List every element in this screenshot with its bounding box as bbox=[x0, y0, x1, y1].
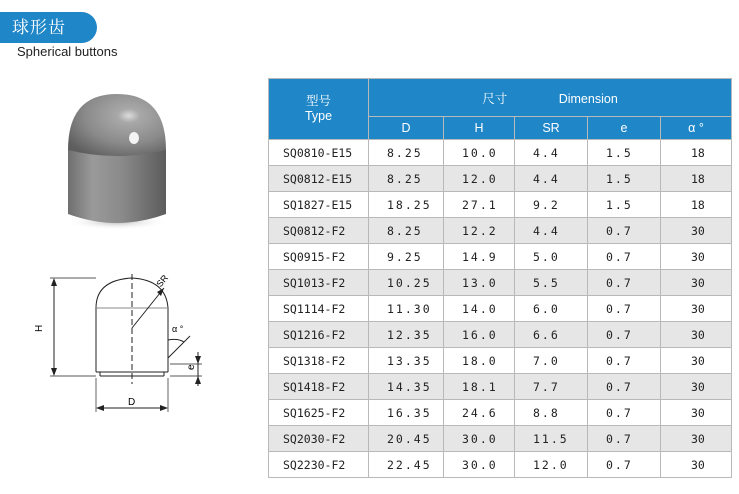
type-cell: SQ0915-F2 bbox=[269, 244, 369, 270]
dimension-header bbox=[369, 79, 732, 117]
type-cell: SQ1318-F2 bbox=[269, 348, 369, 374]
value-cell-d: 14.35 bbox=[369, 374, 444, 400]
alpha-label: α ° bbox=[172, 324, 184, 334]
value-cell-d: 8.25 bbox=[369, 140, 444, 166]
value-cell-a: 30 bbox=[661, 244, 732, 270]
value-cell-h: 27.1 bbox=[444, 192, 515, 218]
value-cell-a: 30 bbox=[661, 426, 732, 452]
table-row bbox=[269, 374, 732, 400]
button-drawing bbox=[30, 268, 220, 418]
value-cell-a: 18 bbox=[661, 140, 732, 166]
table-row bbox=[269, 452, 732, 478]
value-cell-h: 12.2 bbox=[444, 218, 515, 244]
height-label: H bbox=[34, 324, 45, 332]
table-row bbox=[269, 166, 732, 192]
value-cell-d: 12.35 bbox=[369, 322, 444, 348]
value-cell-d: 22.45 bbox=[369, 452, 444, 478]
value-cell-d: 16.35 bbox=[369, 400, 444, 426]
type-cell: SQ0812-E15 bbox=[269, 166, 369, 192]
table-row bbox=[269, 270, 732, 296]
value-cell-sr: 6.6 bbox=[515, 322, 588, 348]
value-cell-d: 18.25 bbox=[369, 192, 444, 218]
type-cell: SQ1114-F2 bbox=[269, 296, 369, 322]
value-cell-a: 30 bbox=[661, 452, 732, 478]
table-row bbox=[269, 244, 732, 270]
value-cell-h: 18.1 bbox=[444, 374, 515, 400]
value-cell-sr: 4.4 bbox=[515, 166, 588, 192]
value-cell-d: 9.25 bbox=[369, 244, 444, 270]
type-cell: SQ1013-F2 bbox=[269, 270, 369, 296]
value-cell-h: 24.6 bbox=[444, 400, 515, 426]
type-cell: SQ1418-F2 bbox=[269, 374, 369, 400]
col-h-header: H bbox=[444, 117, 515, 140]
value-cell-sr: 4.4 bbox=[515, 140, 588, 166]
value-cell-d: 20.45 bbox=[369, 426, 444, 452]
value-cell-e: 0.7 bbox=[588, 270, 661, 296]
type-header-en: Type bbox=[304, 109, 333, 123]
e-label: e bbox=[186, 364, 197, 370]
value-cell-h: 30.0 bbox=[444, 452, 515, 478]
value-cell-sr: 7.0 bbox=[515, 348, 588, 374]
type-cell: SQ0810-E15 bbox=[269, 140, 369, 166]
value-cell-d: 13.35 bbox=[369, 348, 444, 374]
value-cell-h: 14.0 bbox=[444, 296, 515, 322]
type-cell: SQ1625-F2 bbox=[269, 400, 369, 426]
value-cell-a: 30 bbox=[661, 270, 732, 296]
value-cell-sr: 9.2 bbox=[515, 192, 588, 218]
type-cell: SQ2030-F2 bbox=[269, 426, 369, 452]
table-row bbox=[269, 218, 732, 244]
value-cell-sr: 5.0 bbox=[515, 244, 588, 270]
dimension-header-en: Dimension bbox=[558, 91, 618, 106]
table-row bbox=[269, 348, 732, 374]
value-cell-a: 30 bbox=[661, 348, 732, 374]
sr-label: SR bbox=[154, 272, 171, 289]
value-cell-e: 0.7 bbox=[588, 426, 661, 452]
value-cell-d: 8.25 bbox=[369, 166, 444, 192]
value-cell-e: 0.7 bbox=[588, 218, 661, 244]
table-row bbox=[269, 140, 732, 166]
section-title: 球形齿 bbox=[12, 18, 66, 37]
col-alpha-header: α ° bbox=[661, 117, 732, 140]
col-d-header: D bbox=[369, 117, 444, 140]
value-cell-h: 30.0 bbox=[444, 426, 515, 452]
value-cell-a: 18 bbox=[661, 166, 732, 192]
col-sr-header: SR bbox=[515, 117, 588, 140]
value-cell-e: 1.5 bbox=[588, 192, 661, 218]
value-cell-a: 30 bbox=[661, 218, 732, 244]
value-cell-sr: 8.8 bbox=[515, 400, 588, 426]
value-cell-e: 1.5 bbox=[588, 166, 661, 192]
table-row bbox=[269, 426, 732, 452]
value-cell-sr: 12.0 bbox=[515, 452, 588, 478]
table-row bbox=[269, 296, 732, 322]
value-cell-sr: 6.0 bbox=[515, 296, 588, 322]
value-cell-h: 18.0 bbox=[444, 348, 515, 374]
table-row bbox=[269, 400, 732, 426]
type-header-cn: 型号 bbox=[305, 94, 331, 108]
value-cell-h: 13.0 bbox=[444, 270, 515, 296]
value-cell-a: 30 bbox=[661, 296, 732, 322]
value-cell-h: 12.0 bbox=[444, 166, 515, 192]
value-cell-a: 18 bbox=[661, 192, 732, 218]
value-cell-h: 10.0 bbox=[444, 140, 515, 166]
dimension-header-cn: 尺寸 bbox=[482, 91, 508, 106]
value-cell-e: 0.7 bbox=[588, 348, 661, 374]
section-title-tab bbox=[0, 12, 97, 43]
value-cell-h: 16.0 bbox=[444, 322, 515, 348]
table-row bbox=[269, 322, 732, 348]
value-cell-d: 10.25 bbox=[369, 270, 444, 296]
value-cell-d: 11.30 bbox=[369, 296, 444, 322]
value-cell-d: 8.25 bbox=[369, 218, 444, 244]
type-cell: SQ0812-F2 bbox=[269, 218, 369, 244]
value-cell-sr: 4.4 bbox=[515, 218, 588, 244]
type-header bbox=[269, 79, 369, 140]
value-cell-e: 0.7 bbox=[588, 452, 661, 478]
value-cell-e: 1.5 bbox=[588, 140, 661, 166]
value-cell-e: 0.7 bbox=[588, 322, 661, 348]
value-cell-h: 14.9 bbox=[444, 244, 515, 270]
value-cell-a: 30 bbox=[661, 374, 732, 400]
diameter-label: D bbox=[128, 397, 136, 408]
section-subtitle: Spherical buttons bbox=[17, 44, 118, 59]
type-cell: SQ2230-F2 bbox=[269, 452, 369, 478]
value-cell-a: 30 bbox=[661, 322, 732, 348]
button-photo bbox=[60, 92, 190, 232]
value-cell-e: 0.7 bbox=[588, 374, 661, 400]
spec-table bbox=[268, 78, 732, 478]
value-cell-e: 0.7 bbox=[588, 296, 661, 322]
type-cell: SQ1216-F2 bbox=[269, 322, 369, 348]
col-e-header: e bbox=[588, 117, 661, 140]
table-row bbox=[269, 192, 732, 218]
type-cell: SQ1827-E15 bbox=[269, 192, 369, 218]
value-cell-sr: 5.5 bbox=[515, 270, 588, 296]
value-cell-a: 30 bbox=[661, 400, 732, 426]
value-cell-e: 0.7 bbox=[588, 400, 661, 426]
value-cell-sr: 7.7 bbox=[515, 374, 588, 400]
value-cell-e: 0.7 bbox=[588, 244, 661, 270]
value-cell-sr: 11.5 bbox=[515, 426, 588, 452]
